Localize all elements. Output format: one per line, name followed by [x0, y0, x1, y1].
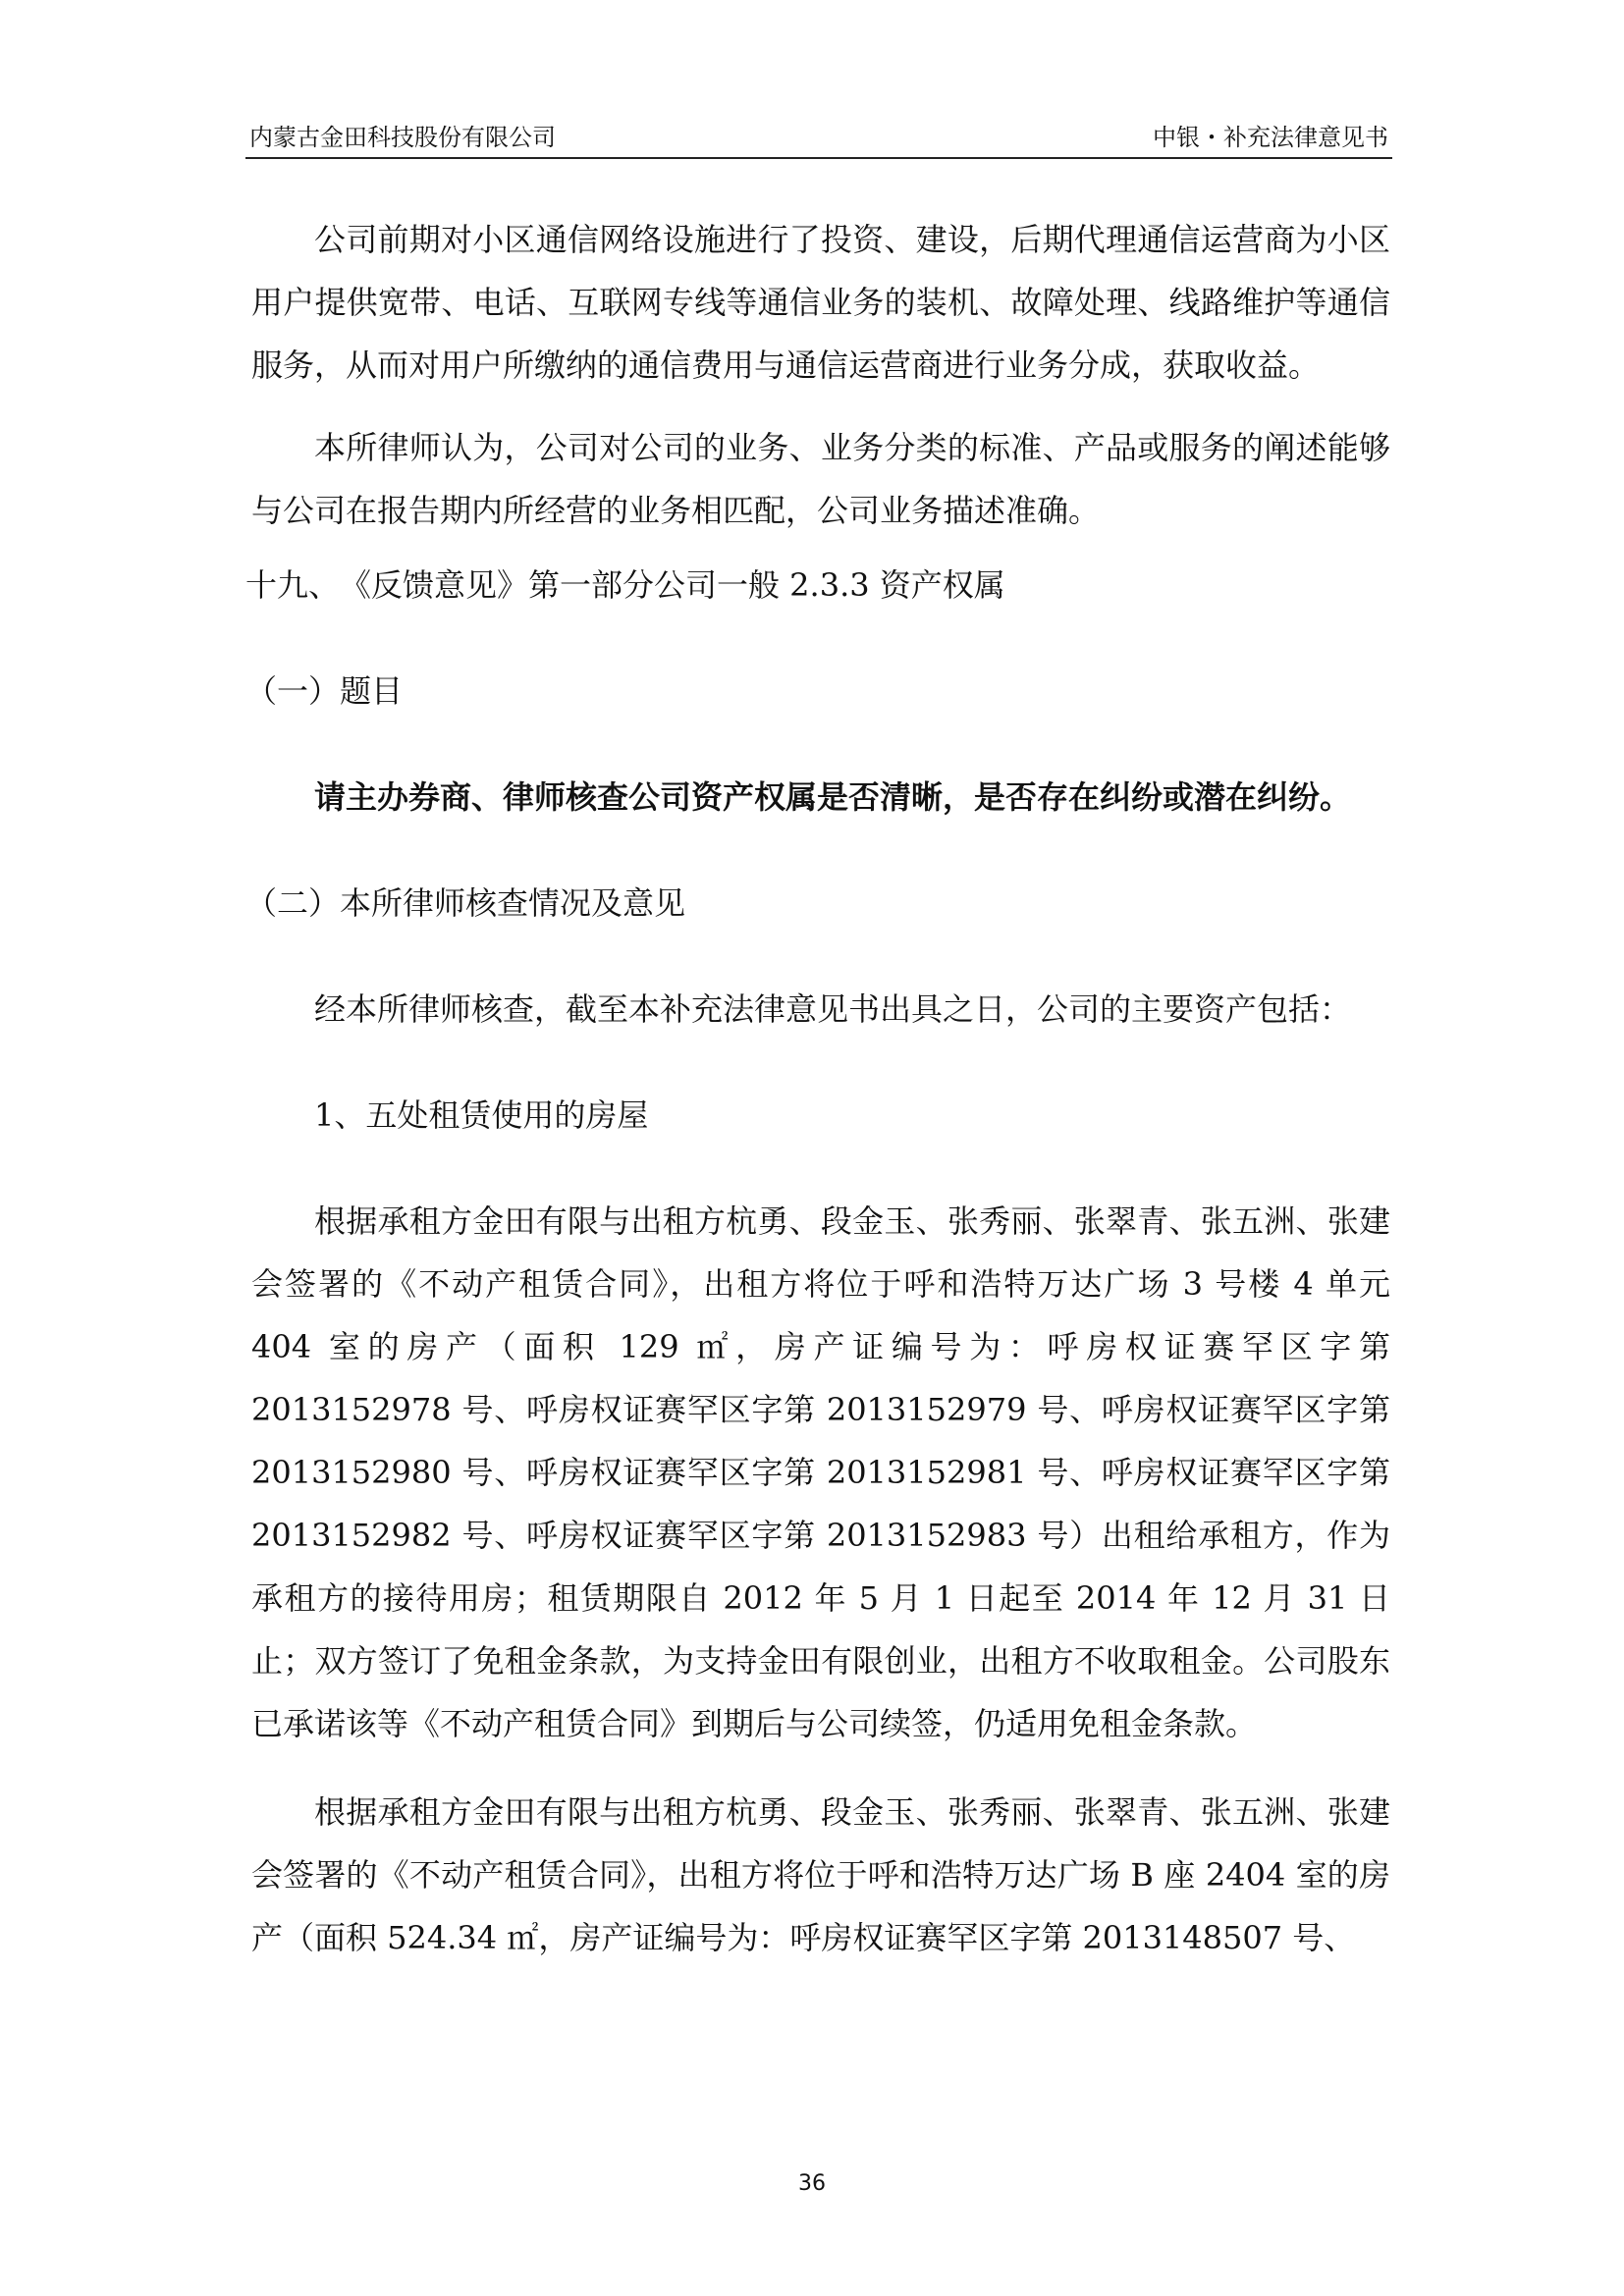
page-number: 36 [798, 2171, 826, 2196]
paragraph-main-assets: 经本所律师核查，截至本补充法律意见书出具之日，公司的主要资产包括： [314, 990, 1352, 1028]
subheading-question: （一）题目 [245, 672, 404, 710]
paragraph-telecom-services: 公司前期对小区通信网络设施进行了投资、建设，后期代理通信运营商为小区用户提供宽带、电话、互联网专线等通信业务的装机、故障处理、线路维护等通信服务，从而对用户所缴纳的通信费用与通信运营商进行业务分成，获取收益。 [251, 221, 1390, 384]
header-document-title: 中银・补充法律意见书 [1153, 124, 1388, 151]
section-heading: 十九、 《反馈意见》第一部分公司一般 2.3.3 资产权属 [245, 566, 1005, 604]
paragraph-lease-404: 根据承租方金田有限与出租方杭勇、段金玉、张秀丽、张翠青、张五洲、张建会签署的《不动产租赁合同》，出租方将位于呼和浩特万达广场 3 号楼 4 单元 404 室的房产（面积 129 ㎡，房产证编号为：呼房权证赛罕区字第 2013152978 号、呼房权证赛罕区字第 2013152979 号、呼房权证赛罕区字第 2013152980 号、呼房权证赛罕区字第 2013152981 号、呼房权证赛罕区字第 2013152982 号、呼房权证赛罕区字第 2013152983 号）出租给承租方，作为承租方的接待用房；租赁期限自 2012 年 5 月 1 日起至 2014 年 12 月 31 日止；双方签订了免租金条款，为支持金田有限创业，出租方不收取租金。公司股东已承诺该等《不动产租赁合同》到期后与公司续签，仍适用免租金条款。 [251, 1202, 1390, 1742]
subheading-verification: （二）本所律师核查情况及意见 [245, 884, 686, 922]
header-company-name: 内蒙古金田科技股份有限公司 [249, 124, 556, 151]
paragraph-lease-2404: 根据承租方金田有限与出租方杭勇、段金玉、张秀丽、张翠青、张五洲、张建会签署的《不动产租赁合同》，出租方将位于呼和浩特万达广场 B 座 2404 室的房产（面积 524.34 ㎡，房产证编号为：呼房权证赛罕区字第 2013148507 号、 [251, 1793, 1390, 1956]
paragraph-lawyer-opinion: 本所律师认为，公司对公司的业务、业务分类的标准、产品或服务的阐述能够与公司在报告期内所经营的业务相匹配，公司业务描述准确。 [251, 429, 1390, 529]
page-header [245, 108, 1392, 159]
list-item-leased-houses: 1、五处租赁使用的房屋 [314, 1096, 649, 1134]
question-text: 请主办券商、律师核查公司资产权属是否清晰，是否存在纠纷或潜在纠纷。 [314, 778, 1352, 816]
